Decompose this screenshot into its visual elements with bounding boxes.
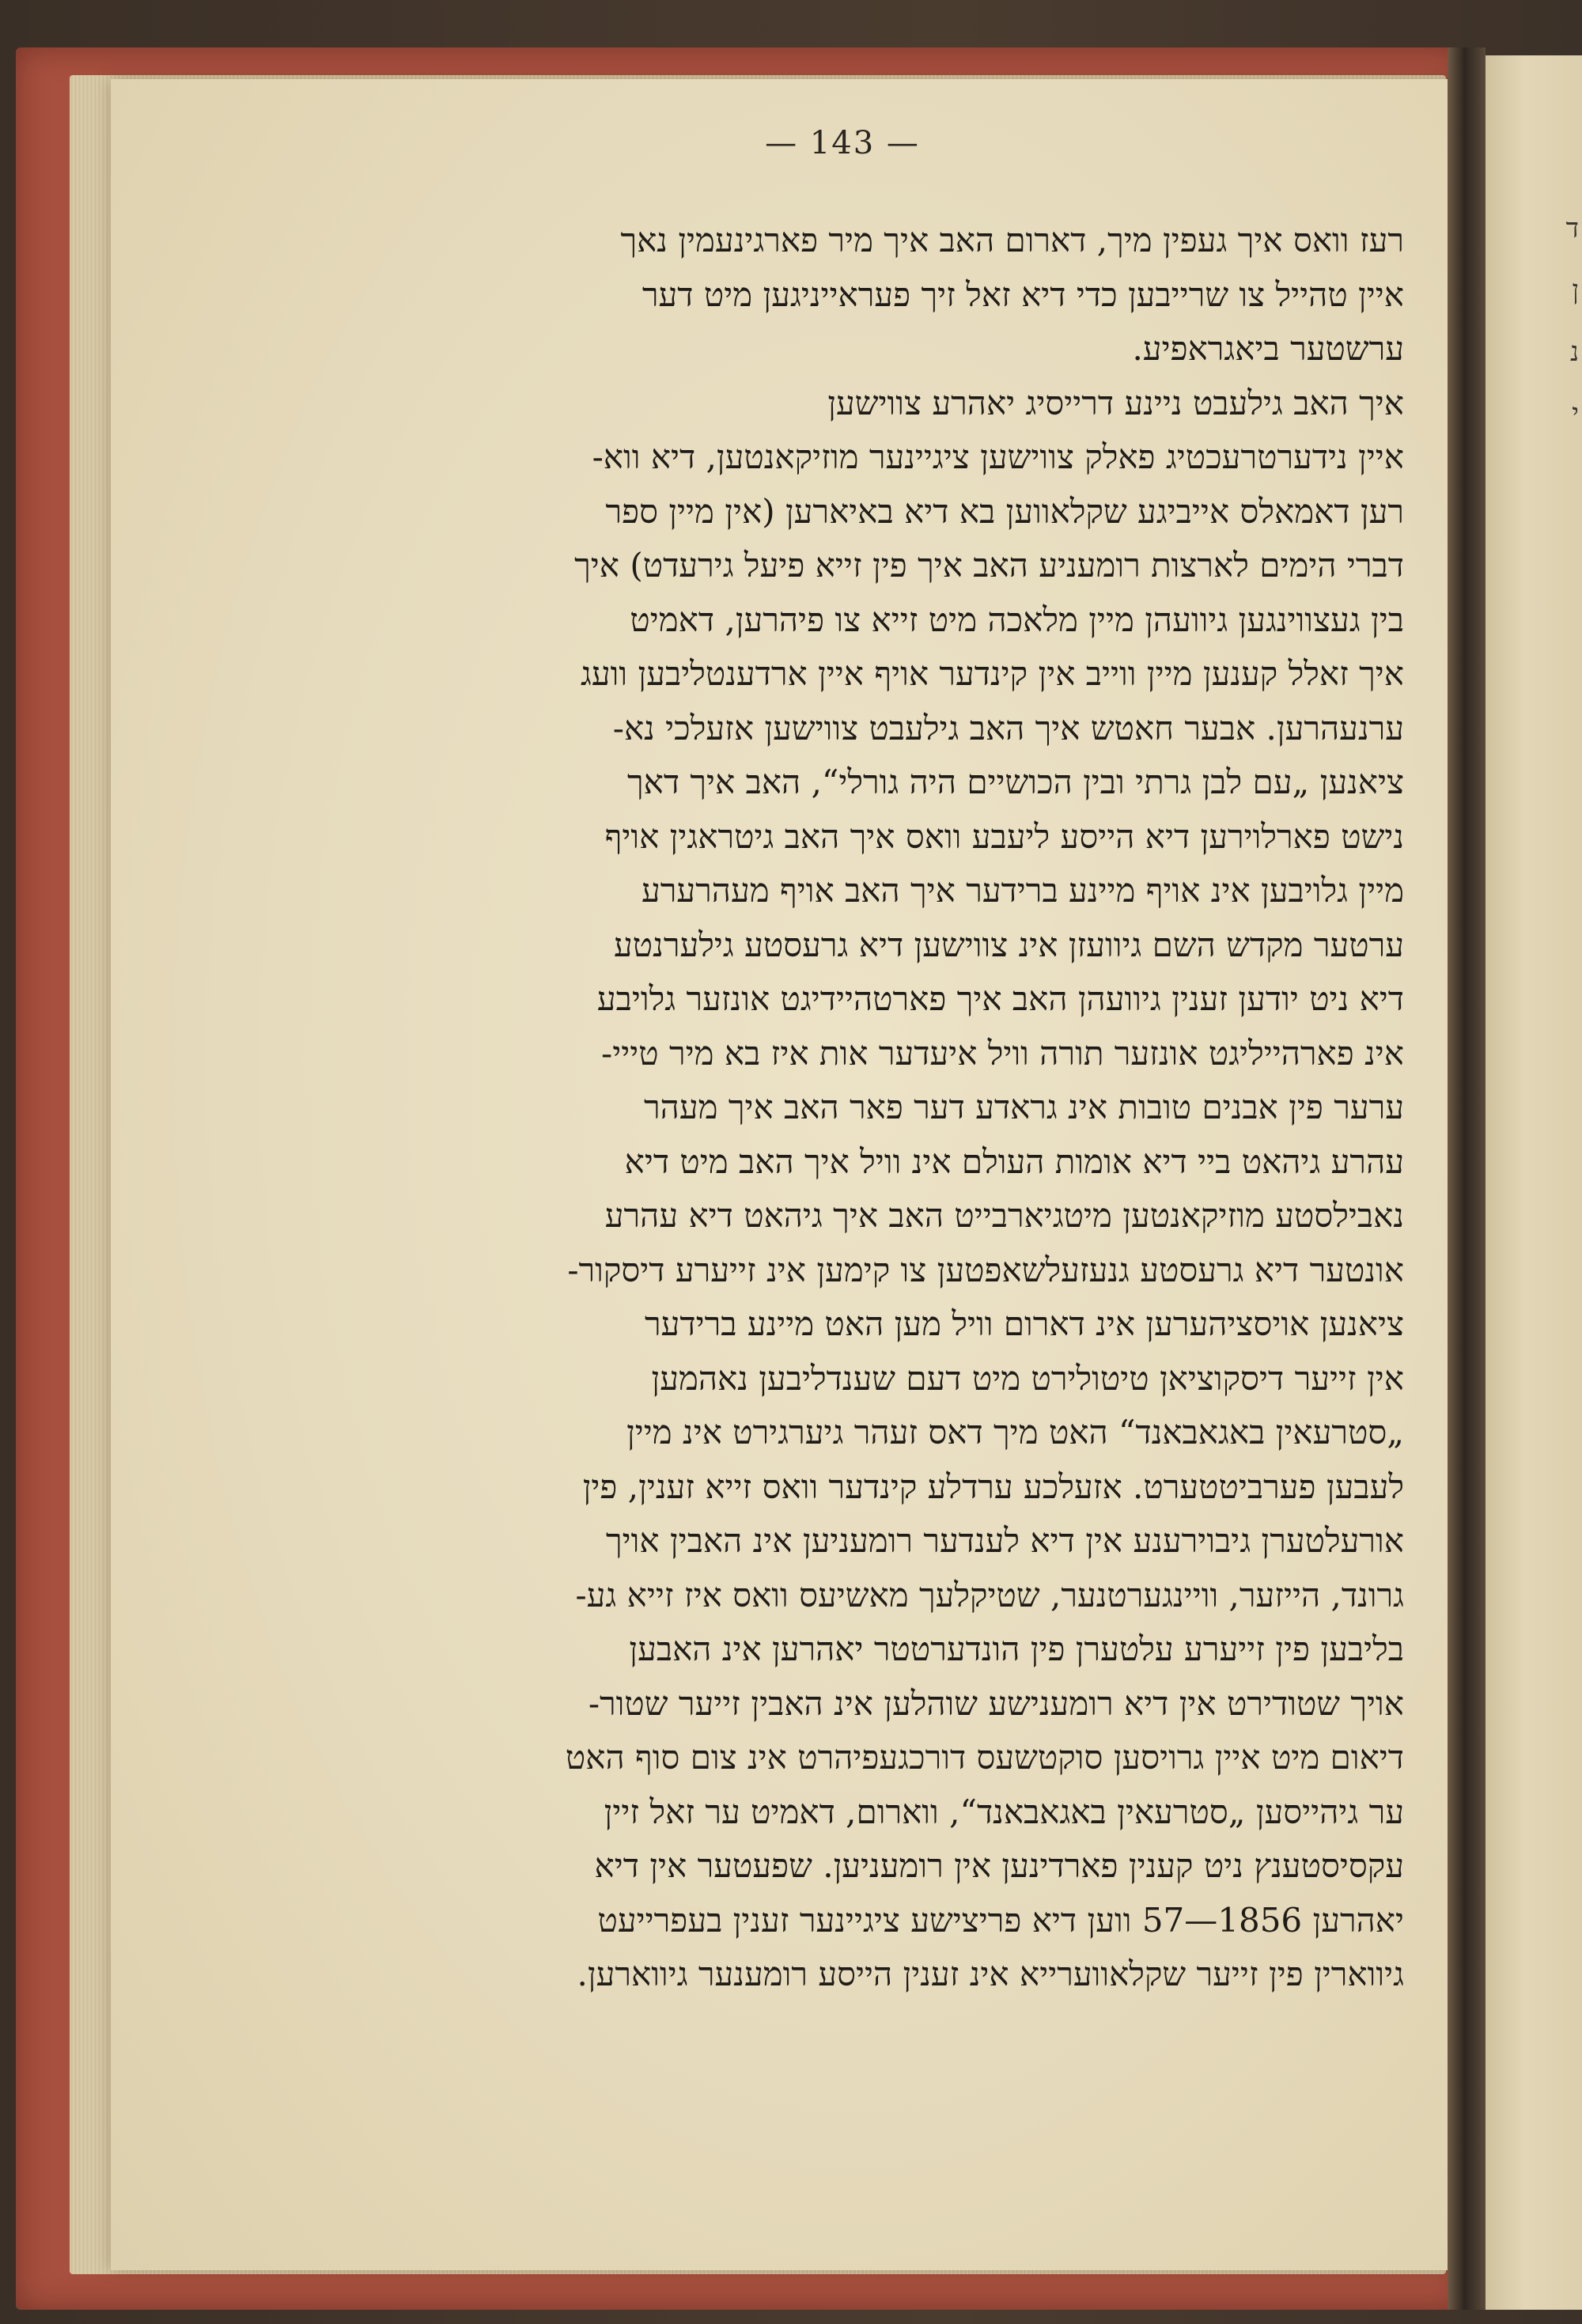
text-line: ערשטער ביאגראפיע. xyxy=(1132,329,1404,368)
text-line: ער גיהייסען „סטרעאין באגאבאנד“, ווארום, דאמיט ער זאל זיין xyxy=(604,1792,1404,1831)
text-line: אינ פארהייליגט אונזער תורה וויל איעדער אות איז בא מיר טייי- xyxy=(601,1033,1404,1073)
page-number: — 143 — xyxy=(765,125,920,161)
text-line: בליבען פין זייערע עלטערן פין הונדערטטר יאהרען אינ האבען xyxy=(629,1629,1404,1668)
text-line: גרונד, הייזער, וויינגערטנער, שטיקלעך מאשיעס וואס איז זייא גע- xyxy=(575,1575,1404,1614)
text-line: דברי הימים לארצות רומעניע האב איך פין זייא פיעל גירעדט) איך xyxy=(574,546,1404,585)
body-text xyxy=(324,214,1404,2002)
text-line: עקסיסטענץ ניט קענין פארדינען אין רומעניען. שפעטער אין דיא xyxy=(594,1846,1404,1885)
text-line: רעז וואס איך געפין מיך, דארום האב איך מיר פארגינעמין נאך xyxy=(620,221,1404,259)
text-line: אין זייער דיסקוציאן טיטולירט מיט דעם שענדליבען נאהמען xyxy=(651,1358,1404,1398)
text-line: עהרע גיהאט ביי דיא אומות העולם אינ וויל איך האב מיט דיא xyxy=(624,1141,1404,1181)
text-line: גיווארין פין זייער שקלאווערייא אינ זענין הייסע רומענער גיווארען. xyxy=(577,1955,1404,1993)
text-line: איך האב גילעבט ניינע דרייסיג יאהרע צווישען xyxy=(827,383,1404,422)
text-line: רען דאמאלס אייביגע שקלאווען בא דיא באיארען (אין מיין ספר xyxy=(605,491,1404,531)
book-gutter xyxy=(1448,47,1485,2310)
text-line: נישט פארלוירען דיא הייסע ליעבע וואס איך האב גיטראגין אויף xyxy=(604,816,1404,856)
text-line: ציאנען „עם לבן גרתי ובין הכושיים היה גורלי“, האב איך דאך xyxy=(627,763,1404,801)
text-line: איך זאלל קענען מיין ווייב אין קינדער אויף איין ארדענטליבען וועג xyxy=(581,654,1404,693)
text-line: נאבילסטע מוזיקאנטען מיטגיארבייט האב איך גיהאט דיא עהרע xyxy=(604,1196,1404,1235)
text-line: איין טהייל צו שרייבען כדי דיא זאל זיך פעראייניגען מיט דער xyxy=(642,274,1404,314)
text-line: איין נידערטרעכטיג פאלק צווישען ציגיינער מוזיקאנטען, דיא ווא- xyxy=(592,437,1404,476)
text-line: דיא ניט יודען זענין גיוועהן האב איך פארטהיידיגט אונזער גלויבע xyxy=(596,979,1404,1018)
text-line: יאהרען 1856—57 ווען דיא פריצישע ציגיינער זענין בעפרייעט xyxy=(597,1900,1404,1940)
text-line: דיאום מיט איין גרויסען סוקטשעס דורכגעפיהרט אינ צום סוף האט xyxy=(565,1738,1404,1777)
text-line: ערער פין אבנים טובות אינ גראדע דער פאר האב איך מעהר xyxy=(644,1088,1404,1126)
text-line: מיין גלויבען אינ אויף מיינע ברידער איך האב אויף מעהרערע xyxy=(642,871,1404,910)
text-line: בין געצווינגען גיוועהן מיין מלאכה מיט זייא צו פיהרען, דאמיט xyxy=(630,600,1404,639)
text-line: אונטער דיא גרעסטע גנעזעלשאפטען צו קימען אינ זייערע דיסקור- xyxy=(567,1250,1404,1289)
text-line: ערטער מקדש השם גיוועזן אינ צווישען דיא גרעסטע גילערנטע xyxy=(614,925,1404,964)
text-line: אויך שטודירט אין דיא רומענישע שוהלען אינ האבין זייער שטור- xyxy=(588,1683,1404,1723)
text-line: ציאנען אויסציהערען אינ דארום וויל מען האט מיינע ברידער xyxy=(644,1304,1404,1343)
next-page-marks: ד ן נ י xyxy=(1565,213,1579,430)
text-line: לעבען פערביטטערט. אזעלכע ערדלע קינדער וואס זייא זענין, פין xyxy=(582,1467,1404,1506)
text-line: אורעלטערן גיבוירענע אין דיא לענדער רומעניען אינ האבין אויך xyxy=(606,1521,1404,1560)
text-line: ערנעהרען. אבער חאטש איך האב גילעבט צווישען אזעלכי נא- xyxy=(612,708,1404,748)
text-line: „סטרעאין באגאבאנד“ האט מיך דאס זעהר גיערגירט אינ מיין xyxy=(626,1413,1404,1452)
